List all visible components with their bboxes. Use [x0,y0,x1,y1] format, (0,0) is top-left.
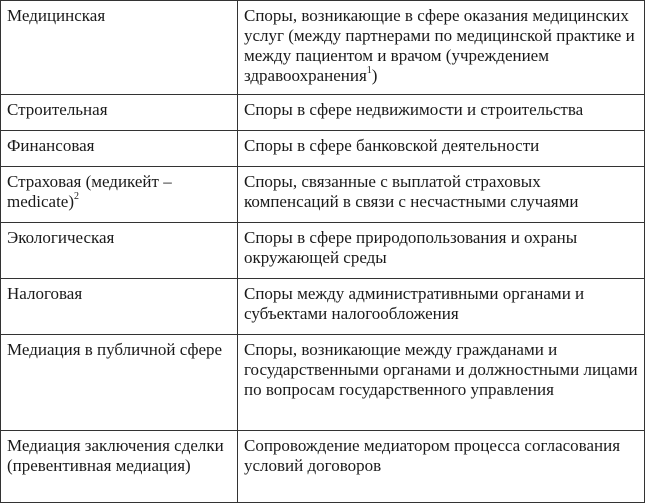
table-row [1,95,645,131]
dispute-description-cell [238,167,645,223]
dispute-description-cell [238,1,645,95]
footnote-marker[interactable]: 2 [74,191,80,203]
footnote-marker[interactable]: 1 [366,65,372,77]
dispute-description: Споры, возникающие в сфере оказания медицинских услуг (между партнерами по медицинской практике и между пациентом и врачом (учреждением здравоохранения [244,6,635,85]
mediation-type-cell [1,223,238,279]
dispute-description-cell [238,223,645,279]
mediation-type-label: Финансовая [7,136,95,155]
mediation-type-label: Медиация в публичной сфере [7,340,223,359]
mediation-type-cell [1,131,238,167]
mediation-type-label: Страховая (медикейт – medicate) [7,172,172,211]
dispute-description-cell [238,335,645,431]
dispute-description-cell [238,279,645,335]
mediation-type-label: Строительная [7,100,108,119]
dispute-description-cell [238,431,645,503]
dispute-description-cell [238,131,645,167]
mediation-type-cell [1,1,238,95]
dispute-description: Споры между административными органами и субъектами налогообложения [244,284,585,323]
dispute-description: Сопровождение медиатором процесса согласования условий договоров [244,436,621,475]
mediation-type-cell [1,431,238,503]
mediation-type-label: Экологическая [7,228,115,247]
dispute-description: Споры, связанные с выплатой страховых компенсаций в связи с несчастными случаями [244,172,579,211]
mediation-type-label: Налоговая [7,284,83,303]
table-row [1,431,645,503]
mediation-type-cell [1,95,238,131]
table-row [1,335,645,431]
dispute-description: Споры в сфере недвижимости и строительства [244,100,584,119]
table-row [1,167,645,223]
mediation-type-label: Медиация заключения сделки (превентивная медиация) [7,436,224,475]
table-row [1,279,645,335]
mediation-type-label: Медицинская [7,6,106,25]
dispute-description: Споры, возникающие между гражданами и государственными органами и должностными лицами по вопросам государственного управления [244,340,638,399]
description-closing: ) [371,66,378,85]
mediation-type-cell [1,167,238,223]
table-row [1,1,645,95]
dispute-description: Споры в сфере природопользования и охраны окружающей среды [244,228,578,267]
table-row [1,223,645,279]
mediation-type-cell [1,279,238,335]
dispute-description: Споры в сфере банковской деятельности [244,136,540,155]
dispute-description-cell [238,95,645,131]
mediation-type-cell [1,335,238,431]
table-row [1,131,645,167]
